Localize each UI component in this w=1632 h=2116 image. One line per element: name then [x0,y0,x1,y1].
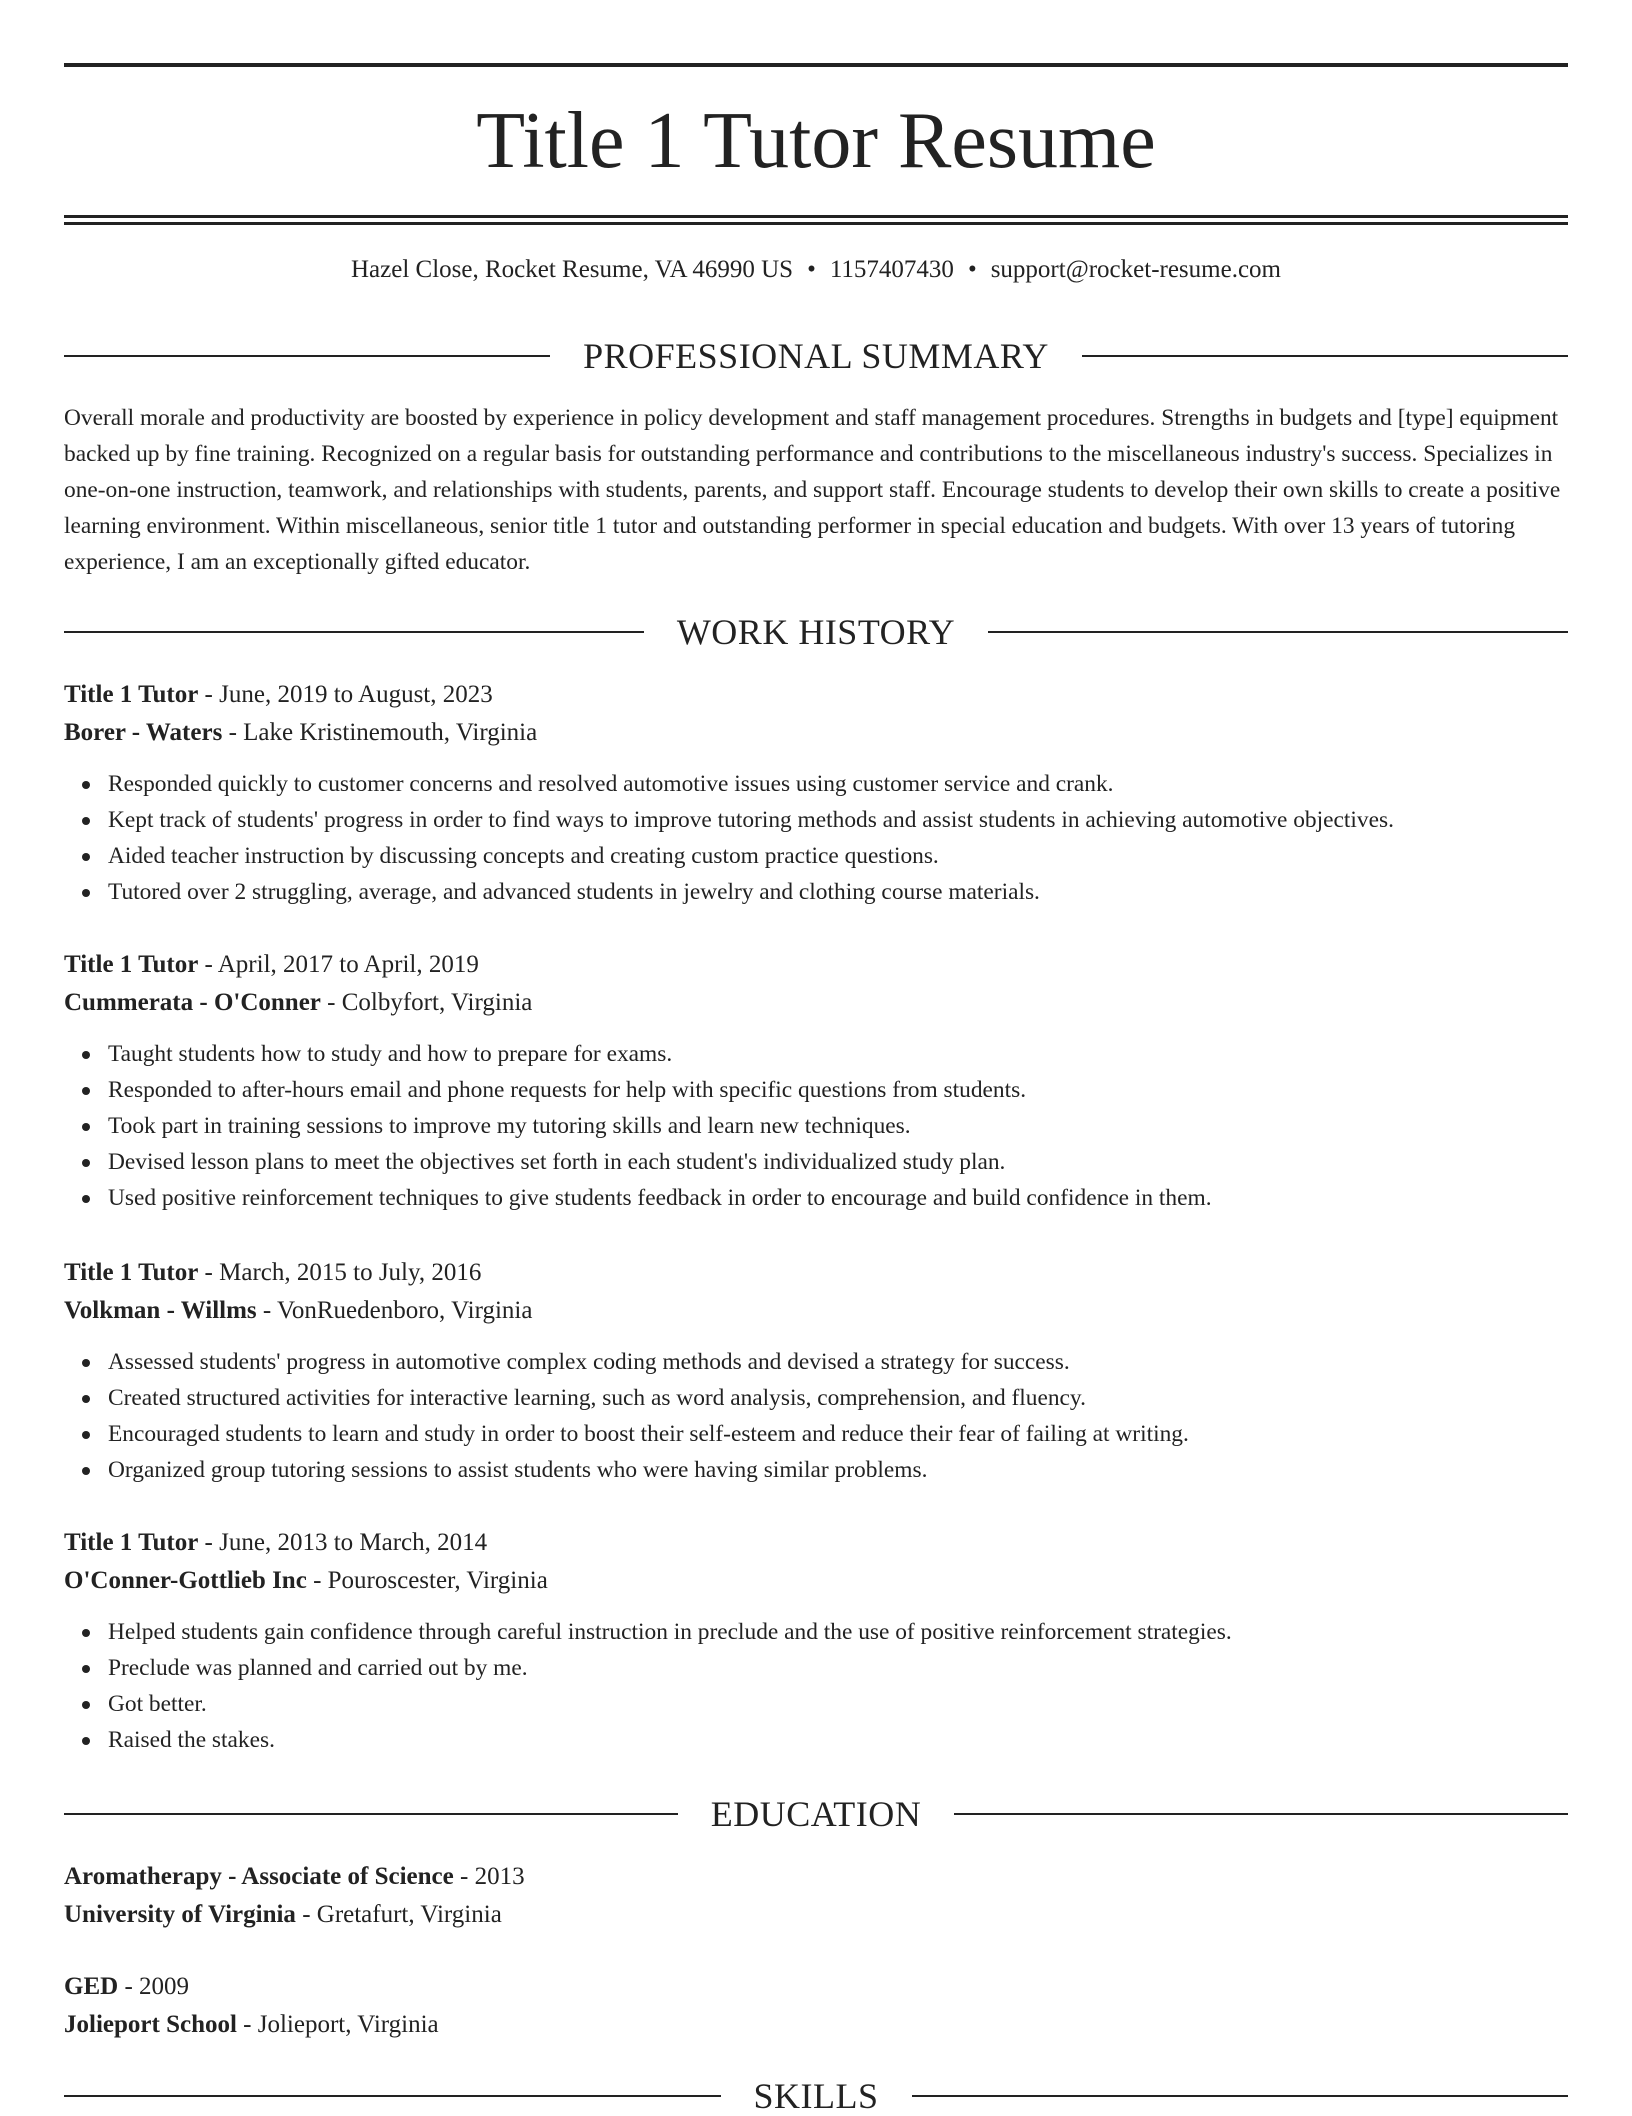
professional-summary-text: Overall morale and productivity are boosted by experience in policy development and staff management procedures. Strengths in budgets and [type] equipment backed up by fine training. Recognized on a regular basis for outstanding performance and contributions to the miscellaneous industry's success. Specializes in one-on-one instruction, teamwork, and relationships with students, parents, and support staff. Encourage students to develop their own skills to create a positive learning environment. Within miscellaneous, senior title 1 tutor and outstanding performer in special education and budgets. With over 13 years of tutoring experience, I am an exceptionally gifted educator. [64,405,1561,575]
heading-rule-left [64,2095,721,2097]
title-block [64,63,1568,225]
job-location: Pouroscester, Virginia [327,1567,548,1594]
dash: - [320,989,342,1016]
education-school: University of Virginia [64,1901,296,1928]
education-school-line [64,1896,1568,1934]
job-bullet: Aided teacher instruction by discussing concepts and creating custom practice questions. [108,838,1568,874]
job-role: Title 1 Tutor [64,1259,199,1286]
dash: - [256,1297,278,1324]
dash: - [222,719,244,746]
job-role: Title 1 Tutor [64,1529,199,1556]
job-bullet: Assessed students' progress in automotive complex coding methods and devised a strategy for success. [108,1344,1568,1380]
heading-rule-right [988,631,1568,633]
job-title-line [64,1524,1568,1562]
job-entry [64,1524,1568,1758]
job-bullet-list [64,1614,1568,1758]
job-bullet: Used positive reinforcement techniques to give students feedback in order to encourage and build confidence in them. [108,1180,1568,1216]
job-bullet: Responded quickly to customer concerns and resolved automotive issues using customer service and crank. [108,766,1568,802]
education-degree-line [64,1858,1568,1896]
job-location: Lake Kristinemouth, Virginia [243,719,538,746]
education-degree-line [64,1968,1568,2006]
job-role: Title 1 Tutor [64,681,199,708]
job-company-line [64,984,1568,1022]
job-bullet: Preclude was planned and carried out by me. [108,1650,1568,1686]
section-title-education: EDUCATION [710,1794,922,1834]
contact-line [64,252,1568,288]
job-bullet: Created structured activities for interactive learning, such as word analysis, comprehension, and fluency. [108,1380,1568,1416]
section-heading-summary [64,336,1568,376]
job-role: Title 1 Tutor [64,951,199,978]
section-heading-work-history [64,612,1568,652]
education-degree: GED [64,1973,119,2000]
dash: - [453,1863,475,1890]
heading-rule-right [954,1813,1568,1815]
education-location: Jolieport, Virginia [257,2011,439,2038]
education-school-line [64,2006,1568,2044]
education-year: 2009 [139,1973,190,2000]
job-bullet: Helped students gain confidence through careful instruction in preclude and the use of positive reinforcement strategies. [108,1614,1568,1650]
heading-rule-left [64,1813,678,1815]
contact-email: support@rocket-resume.com [990,256,1281,283]
job-bullet: Tutored over 2 struggling, average, and advanced students in jewelry and clothing course materials. [108,874,1568,910]
dash: - [198,1259,220,1286]
job-dates: June, 2019 to August, 2023 [219,681,493,708]
dash: - [198,681,220,708]
section-title-work-history: WORK HISTORY [676,612,956,652]
education-degree: Aromatherapy - Associate of Science [64,1863,454,1890]
dash: - [118,1973,140,2000]
job-location: VonRuedenboro, Virginia [277,1297,533,1324]
heading-rule-left [64,631,644,633]
dash: - [295,1901,317,1928]
heading-rule-right [912,2095,1569,2097]
job-bullet: Kept track of students' progress in order to find ways to improve tutoring methods and assist students in achieving automotive objectives. [108,802,1568,838]
job-bullet-list [64,766,1568,910]
section-title-skills: SKILLS [753,2076,879,2116]
job-company: Borer - Waters [64,719,223,746]
education-entry [64,1968,1568,2044]
job-title-line [64,1254,1568,1292]
job-bullet-list [64,1344,1568,1488]
job-title-line [64,946,1568,984]
heading-rule-left [64,355,550,357]
contact-address: Hazel Close, Rocket Resume, VA 46990 US [350,256,794,283]
education-school: Jolieport School [64,2011,237,2038]
section-heading-skills [64,2076,1568,2116]
job-bullet: Devised lesson plans to meet the objectives set forth in each student's individualized study plan. [108,1144,1568,1180]
dash: - [306,1567,328,1594]
job-location: Colbyfort, Virginia [341,989,533,1016]
education-entry [64,1858,1568,1934]
heading-rule-right [1082,355,1568,357]
job-entry [64,1254,1568,1488]
job-bullet-list [64,1036,1568,1216]
job-bullet: Responded to after-hours email and phone requests for help with specific questions from students. [108,1072,1568,1108]
contact-separator: • [967,256,977,283]
job-title-line [64,676,1568,714]
job-bullet: Taught students how to study and how to prepare for exams. [108,1036,1568,1072]
title-bottom-double-rule [64,215,1568,225]
job-company: Volkman - Willms [64,1297,257,1324]
job-dates: June, 2013 to March, 2014 [219,1529,488,1556]
job-company-line [64,1562,1568,1600]
job-bullet: Encouraged students to learn and study in order to boost their self-esteem and reduce their fear of failing at writing. [108,1416,1568,1452]
job-bullet: Raised the stakes. [108,1722,1568,1758]
job-company-line [64,714,1568,752]
dash: - [198,1529,220,1556]
contact-phone: 1157407430 [829,256,954,283]
education-year: 2013 [474,1863,525,1890]
section-title-summary: PROFESSIONAL SUMMARY [583,336,1049,376]
page-title: Title 1 Tutor Resume [476,97,1156,185]
job-entry [64,946,1568,1216]
job-bullet: Got better. [108,1686,1568,1722]
job-company: Cummerata - O'Conner [64,989,321,1016]
job-entry [64,676,1568,910]
dash: - [236,2011,258,2038]
dash: - [198,951,218,978]
job-company-line [64,1292,1568,1330]
job-bullet: Took part in training sessions to improve my tutoring skills and learn new techniques. [108,1108,1568,1144]
education-location: Gretafurt, Virginia [316,1901,502,1928]
job-dates: March, 2015 to July, 2016 [219,1259,482,1286]
section-heading-education [64,1794,1568,1834]
job-company: O'Conner-Gottlieb Inc [64,1567,307,1594]
job-bullet: Organized group tutoring sessions to assist students who were having similar problems. [108,1452,1568,1488]
contact-separator: • [807,256,816,283]
job-dates: April, 2017 to April, 2019 [217,951,479,978]
